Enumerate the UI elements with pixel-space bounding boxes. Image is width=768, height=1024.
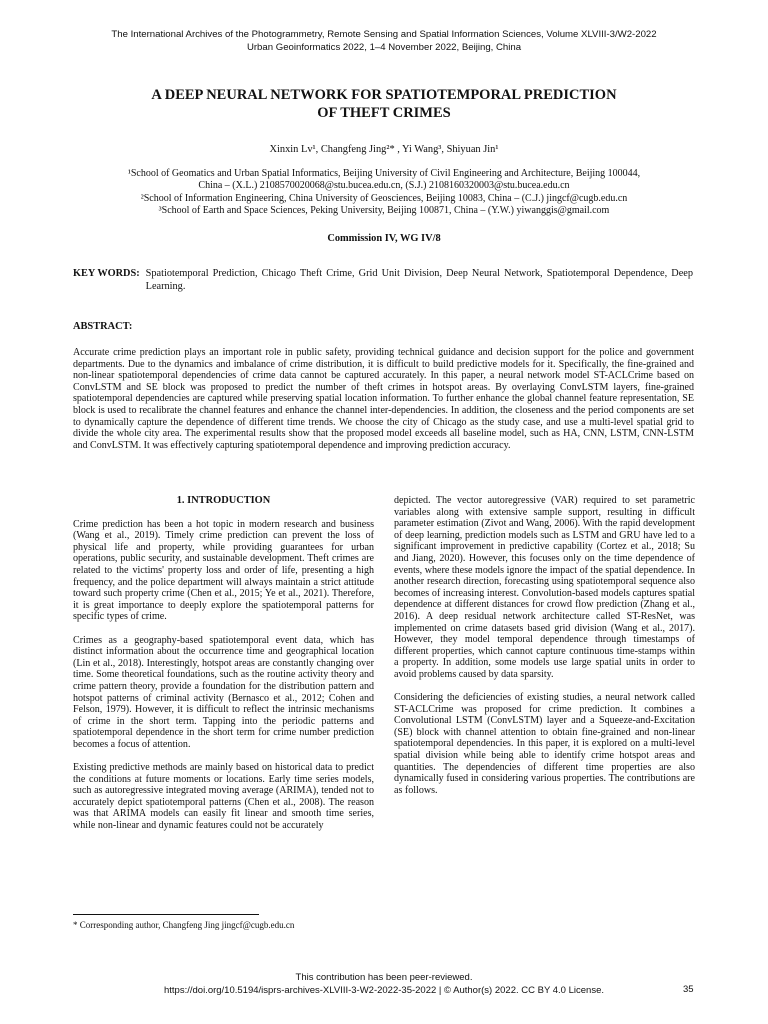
page-number: 35	[683, 984, 694, 995]
affiliation-line: ³School of Earth and Space Sciences, Peking University, Beijing 100871, China – (Y.W.) yiwanggis@gmail.com	[158, 205, 610, 217]
abstract-heading: ABSTRACT:	[73, 321, 133, 332]
body-paragraph: Considering the deficiencies of existing studies, a neural network called ST-ACLCrime was proposed for crime prediction. It combines a Convolutional LSTM (ConvLSTM) layer and a Squeeze-and-Excitation (SE) block with channel attention to obtain fine-grained and non-linear spatiotemporal dependencies. In this paper, it is explored on a multi-level spatial division while being able to identify crime hotspot areas and quantities. The dependencies of different time properties are also dynamically fused in considering various properties. The contributions are as follows.	[394, 692, 695, 796]
page-footer	[0, 971, 768, 997]
affiliations	[70, 168, 698, 218]
body-paragraph: Existing predictive methods are mainly based on historical data to predict the conditions at future moments or locations. Early time series models, such as autoregressive integrated moving average (ARIMA), tended not to accurately depict spatiotemporal patterns (Chen et al., 2008). The reason was that ARIMA models can easily fit linear and smooth time series, while non-linear and dynamic features could not be accurately	[73, 762, 374, 832]
commission-line: Commission IV, WG IV/8	[327, 233, 441, 244]
affiliation-line: China – (X.L.) 2108570020068@stu.bucea.edu.cn, (S.J.) 2108160320003@stu.bucea.edu.cn	[198, 180, 570, 192]
running-header	[0, 28, 768, 54]
right-column	[394, 495, 695, 808]
header-conference-line: Urban Geoinformatics 2022, 1–4 November 2022, Beijing, China	[246, 42, 522, 53]
title-line-1: A DEEP NEURAL NETWORK FOR SPATIOTEMPORAL PREDICTION	[151, 87, 617, 103]
peer-review-note: This contribution has been peer-reviewed.	[295, 972, 473, 983]
keywords-label: KEY WORDS:	[73, 268, 140, 279]
abstract-body: Accurate crime prediction plays an important role in public safety, providing technical guidance and decision support for the police and government departments. Due to the dynamics and imbalance of crime distribution, it is difficult to build predictive models for it. Specifically, the fine-grained and non-linear spatiotemporal dependencies of crime data cannot be captured accurately. In this paper, a neural network model ST-ACLCrime based on ConvLSTM and SE block was proposed to predict the number of theft crimes in hotspot areas. By overlaying ConvLSTM layers, fine-grained spatiotemporal dependencies are captured while preserving spatial location information. To further enhance the global channel feature representation, SE block is used to recalibrate the channel features and enhance the channel inter-dependencies. In addition, the closeness and the period components are set to dynamically capture the dependence of different time trends. We choose the city of Chicago as the study case, and use a multi-level spatial grid to divide the whole city area. The experimental results show that the proposed model exceeds all baseline model, such as HA, CNN, LSTM, CNN-LSTM and ConvLSTM. It was effectively capturing spatiotemporal dependence and improving prediction accuracy.	[73, 347, 694, 451]
body-paragraph: Crime prediction has been a hot topic in modern research and business (Wang et al., 2019). Timely crime prediction can prevent the loss of physical life and property, while providing guarantees for urban operations, public security, and sustainable development. Theft crimes are related to the victims' property loss and order of life, presenting a high frequency, and the police department will always maintain a strict attitude toward such property crime (Chen et al., 2015; Ye et al., 2021). Therefore, it is great importance to deeply explore the spatiotemporal patterns for specific types of crime.	[73, 518, 374, 623]
affiliation-line: ²School of Information Engineering, China University of Geosciences, Beijing 10083, China – (C.J.) jingcf@cugb.edu.cn	[140, 192, 628, 204]
title-line-2: OF THEFT CRIMES	[317, 105, 451, 121]
body-paragraph: Crimes as a geography-based spatiotemporal event data, which has distinct information about the occurrence time and geographical location (Lin et al., 2018). Interestingly, hotspot areas are constantly changing over time. Some theoretical foundations, such as the routine activity theory and crime pattern theory, provide a foundation for the distribution pattern and hotspot patterns of criminal activity (Bernasco et al., 2012; Cohen and Felson, 1979). However, it is difficult to reflect the intrinsic mechanisms of crime in the short term. Tapping into the periodic patterns and spatiotemporal dependence in the short term for crime number prediction becomes a focus of attention.	[73, 634, 374, 750]
corresponding-author-footnote: * Corresponding author, Changfeng Jing jingcf@cugb.edu.cn	[73, 920, 295, 930]
footnote-divider	[73, 914, 259, 915]
header-journal-line: The International Archives of the Photogrammetry, Remote Sensing and Spatial Information Sciences, Volume XLVIII-3/W2-2022	[111, 29, 657, 40]
paper-title	[0, 86, 768, 122]
keywords-text: Spatiotemporal Prediction, Chicago Theft Crime, Grid Unit Division, Deep Neural Network, Spatiotemporal Dependence, Deep Learning.	[145, 268, 693, 292]
left-column	[73, 495, 374, 843]
author-list: Xinxin Lv¹, Changfeng Jing²* , Yi Wang³, Shiyuan Jin¹	[269, 144, 499, 155]
keywords-block	[73, 268, 693, 293]
affiliation-line: ¹School of Geomatics and Urban Spatial Informatics, Beijing University of Civil Engineering and Architecture, Beijing 100044,	[127, 168, 641, 179]
body-paragraph: depicted. The vector autoregressive (VAR) required to set parametric variables along with extensive sample support, resulting in difficult parameter estimation (Zivot and Wang, 2006). With the rapid development of deep learning, prediction models such as LSTM and GRU have led to a significant improvement in predictive capability (Cortez et al., 2018; Su and Jiang, 2020). However, this focuses only on the time dependence of events, where these models ignore the impact of the spatial dependence. In another research direction, forecasting using spatiotemporal sequence also becomes of increasing interest. Convolution-based models captures spatial dependence at different distances for crowd flow prediction (Zhang et al., 2016). A deep residual network architecture called ST-ResNet, was implemented on crime datasets based grid division (Wang et al., 2017). However, they model temporal dependence through timestamps of different properties, which cannot capture continuous time-stamps within a property. In addition, some models use large spatial units in order to avoid problems caused by data sparsity.	[394, 495, 695, 680]
section-heading-introduction: 1. INTRODUCTION	[176, 495, 271, 506]
doi-license-line: https://doi.org/10.5194/isprs-archives-XLVIII-3-W2-2022-35-2022 | © Author(s) 2022. CC BY 4.0 License.	[163, 985, 604, 996]
